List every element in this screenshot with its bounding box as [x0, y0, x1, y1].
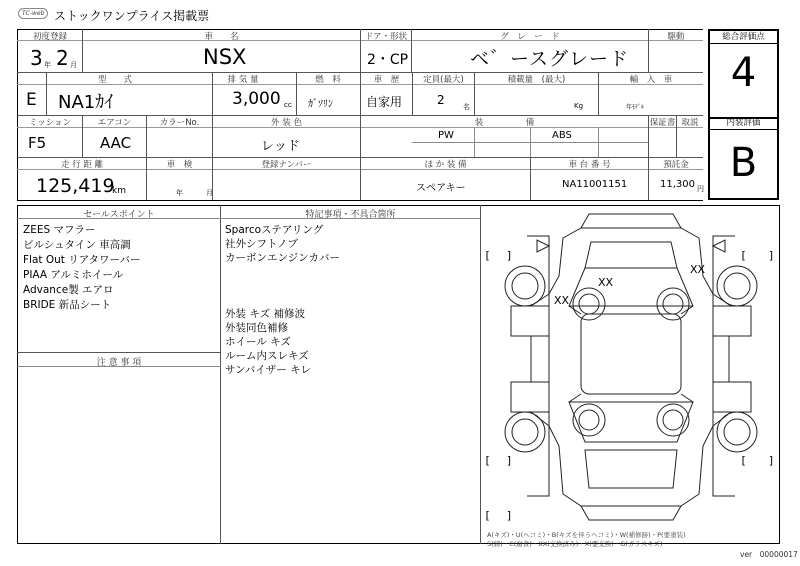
deposit-unit: 円 [697, 185, 704, 193]
document-title: ストックワンプライス掲載票 [54, 9, 210, 23]
bracket-open: [ [484, 454, 491, 467]
logo: TC-web [18, 8, 48, 19]
bracket-open: [ [740, 249, 747, 262]
label-exterior-color: 外 装 色 [271, 118, 302, 128]
label-fuel: 燃 料 [315, 75, 341, 85]
aircon: AAC [100, 134, 132, 152]
displacement: 3,000 [232, 89, 281, 109]
list-item: 社外シフトノブ [225, 238, 298, 250]
door-shape: 2・CP [367, 52, 409, 68]
mileage: 125,419 [36, 175, 115, 197]
label-deposit: 預託金 [663, 160, 689, 170]
list-item: Flat Out リアタワーバー [23, 254, 141, 266]
label-color-no: カラーNo. [159, 118, 200, 128]
label-capacity: 定員(最大) [423, 75, 464, 85]
equipment-abs: ABS [552, 130, 572, 141]
month-unit: 月 [70, 61, 77, 69]
deposit: 11,300 [660, 179, 695, 190]
total-score: 4 [730, 50, 757, 96]
list-item: ルーム内スレキズ [225, 350, 309, 362]
grade: ベ゛ースグレード [470, 48, 630, 70]
list-item: ホイール キズ [225, 336, 291, 348]
label-import: 輸 入 車 [629, 75, 673, 85]
list-item: カーボンエンジンカバー [225, 252, 340, 264]
damage-legend [487, 531, 686, 549]
capacity: 2 [437, 93, 445, 107]
list-item: 外装同色補修 [225, 322, 288, 334]
inspection-month-unit-visible: 月 [206, 189, 213, 197]
special-notes-title: 特記事項・不具合箇所 [305, 210, 396, 220]
history: 自家用 [366, 95, 403, 109]
interior-score: B [729, 140, 758, 186]
label-drive: 駆動 [667, 32, 685, 42]
list-item: Advance製 エアロ [23, 284, 114, 296]
car-name: NSX [203, 45, 247, 69]
sales-points-title: セールスポイント [83, 210, 155, 220]
bracket-open: [ [484, 509, 491, 522]
year-unit: 年 [44, 61, 51, 69]
import-year-label: 年ﾓﾃﾞﾙ [626, 104, 645, 111]
label-inspection: 車 検 [166, 160, 193, 170]
list-item: ビルシュタイン 車高調 [23, 239, 131, 251]
damage-mark-left: XX [554, 294, 570, 307]
bracket-close: ] [768, 454, 775, 467]
capacity-unit: 名 [463, 103, 470, 111]
label-history: 車 歴 [373, 75, 400, 85]
car-damage-diagram [481, 206, 779, 528]
label-interior-score: 内装評価 [726, 118, 761, 128]
label-model: 型 式 [97, 75, 132, 85]
displacement-unit: cc [284, 101, 292, 109]
list-item: Sparcoステアリング [225, 224, 324, 236]
list-item: BRIDE 新品シート [23, 299, 112, 311]
label-registration-number: 登録ナンバー [261, 160, 312, 170]
list-item: PIAA アルミホイール [23, 269, 124, 281]
legend-line: S(錆)・C(腐食)・XX(交換済み)・X(要交換)・G(ガラスキズ) [487, 540, 663, 548]
list-item: 外装 キズ 補修波 [225, 308, 305, 320]
label-first-registration: 初度登録 [32, 32, 67, 42]
label-manual: 取説 [681, 118, 699, 128]
version-label: ver 00000017 [740, 550, 798, 559]
load-unit: Kg [574, 102, 584, 110]
label-car-name: 車 名 [204, 32, 239, 42]
bracket-close: ] [768, 249, 775, 262]
legend-line: A(キズ)・U(ヘコミ)・B(キズを伴うヘコミ)・W(補修跡)・P(要塗装) [487, 531, 686, 539]
other-equipment: スペアキー [416, 183, 466, 194]
bracket-close: ] [506, 509, 513, 522]
first-registration-year: 3 [30, 46, 43, 70]
damage-mark-front: XX [598, 276, 614, 289]
label-load: 積載量 (最大) [507, 75, 566, 85]
label-total-score: 総合評価点 [722, 32, 765, 42]
label-warranty: 保証書 [649, 118, 676, 128]
fuel: ｶﾞｿﾘﾝ [308, 99, 333, 110]
list-item: ZEES マフラー [23, 224, 96, 236]
damage-mark-right: XX [690, 263, 706, 276]
mission: F5 [28, 134, 47, 152]
model: NA1ｶｲ [58, 92, 114, 113]
list-item: サンバイザー キレ [225, 364, 311, 376]
label-other-equipment: ほ か 装 備 [424, 160, 467, 170]
first-registration-month: 2 [56, 46, 69, 70]
equipment-pw: PW [438, 130, 454, 141]
exterior-color: レッド [261, 139, 300, 154]
label-grade: グ レ ー ド [500, 32, 560, 42]
bracket-close: ] [506, 454, 513, 467]
label-equipment: 装 備 [474, 118, 535, 128]
model-prefix: E [26, 90, 37, 110]
label-door-shape: ドア・形状 [364, 32, 408, 42]
bracket-open: [ [484, 249, 491, 262]
caution-title: 注 意 事 項 [96, 358, 142, 368]
chassis-number: NA11001151 [562, 179, 628, 190]
label-mission: ミッション [28, 118, 72, 128]
label-aircon: エアコン [97, 118, 132, 128]
inspection-year-unit: 年 [176, 189, 183, 197]
label-mileage: 走 行 距 離 [60, 160, 104, 170]
bracket-open: [ [740, 454, 747, 467]
label-chassis-number: 車 台 番 号 [568, 160, 611, 170]
label-displacement: 排 気 量 [227, 75, 259, 85]
mileage-unit: km [112, 186, 126, 196]
bracket-close: ] [506, 249, 513, 262]
